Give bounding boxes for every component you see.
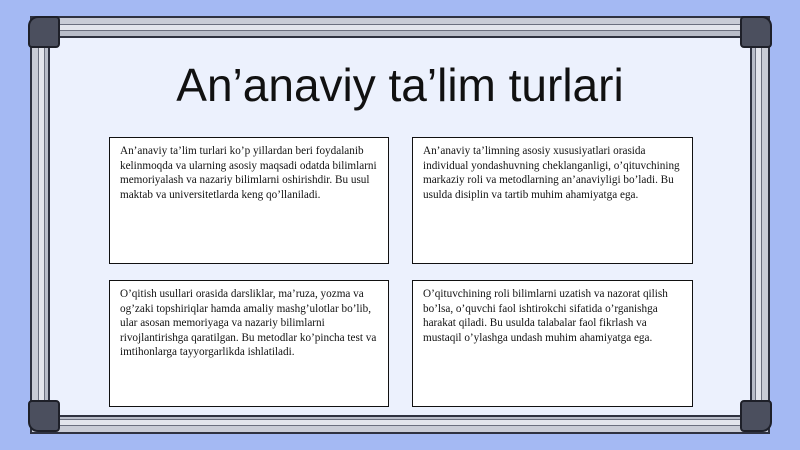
text-card-top-right: An’anaviy ta’limning asosiy xususiyatlari orasida individual yondashuvning cheklanganligi, o’qituvchining markaziy roli va metodlarning an’anaviyligi bo’ladi. Bu usulda disiplin va tartib muhim ahamiyatga ega.	[412, 137, 693, 264]
frame-corner-top-left	[28, 16, 60, 48]
text-card-top-left: An’anaviy ta’lim turlari ko’p yillardan beri foydalanib kelinmoqda va ularning asosiy maqsadi odatda bilimlarni memoriyalash va nazariy bilimlarni oshirishdir. Bu usul maktab va universitetlarda keng qo’llaniladi.	[109, 137, 389, 264]
frame-corner-bottom-right	[740, 400, 772, 432]
slide-title: An’anaviy ta’lim turlari	[176, 59, 624, 111]
text-card-bottom-right: O’qituvchining roli bilimlarni uzatish va nazorat qilish bo’lsa, o’quvchi faol ishtirokchi sifatida o’rganishga harakat qiladi. Bu usulda talabalar faol fikrlash va mustaqil o’ylashga undash muhim ahamiyatga ega.	[412, 280, 693, 407]
frame-corner-bottom-left	[28, 400, 60, 432]
text-card-bottom-left: O’qitish usullari orasida darsliklar, ma’ruza, yozma va og’zaki topshiriqlar hamda amaliy mashg’ulotlar bo’lib, ular asosan memoriyaga va nazariy bilimlarni rivojlantirishga qaratilgan. Bu metodlar ko’pincha test va imtihonlarga tayyorgarlikda ishlatiladi.	[109, 280, 389, 407]
frame-corner-top-right	[740, 16, 772, 48]
